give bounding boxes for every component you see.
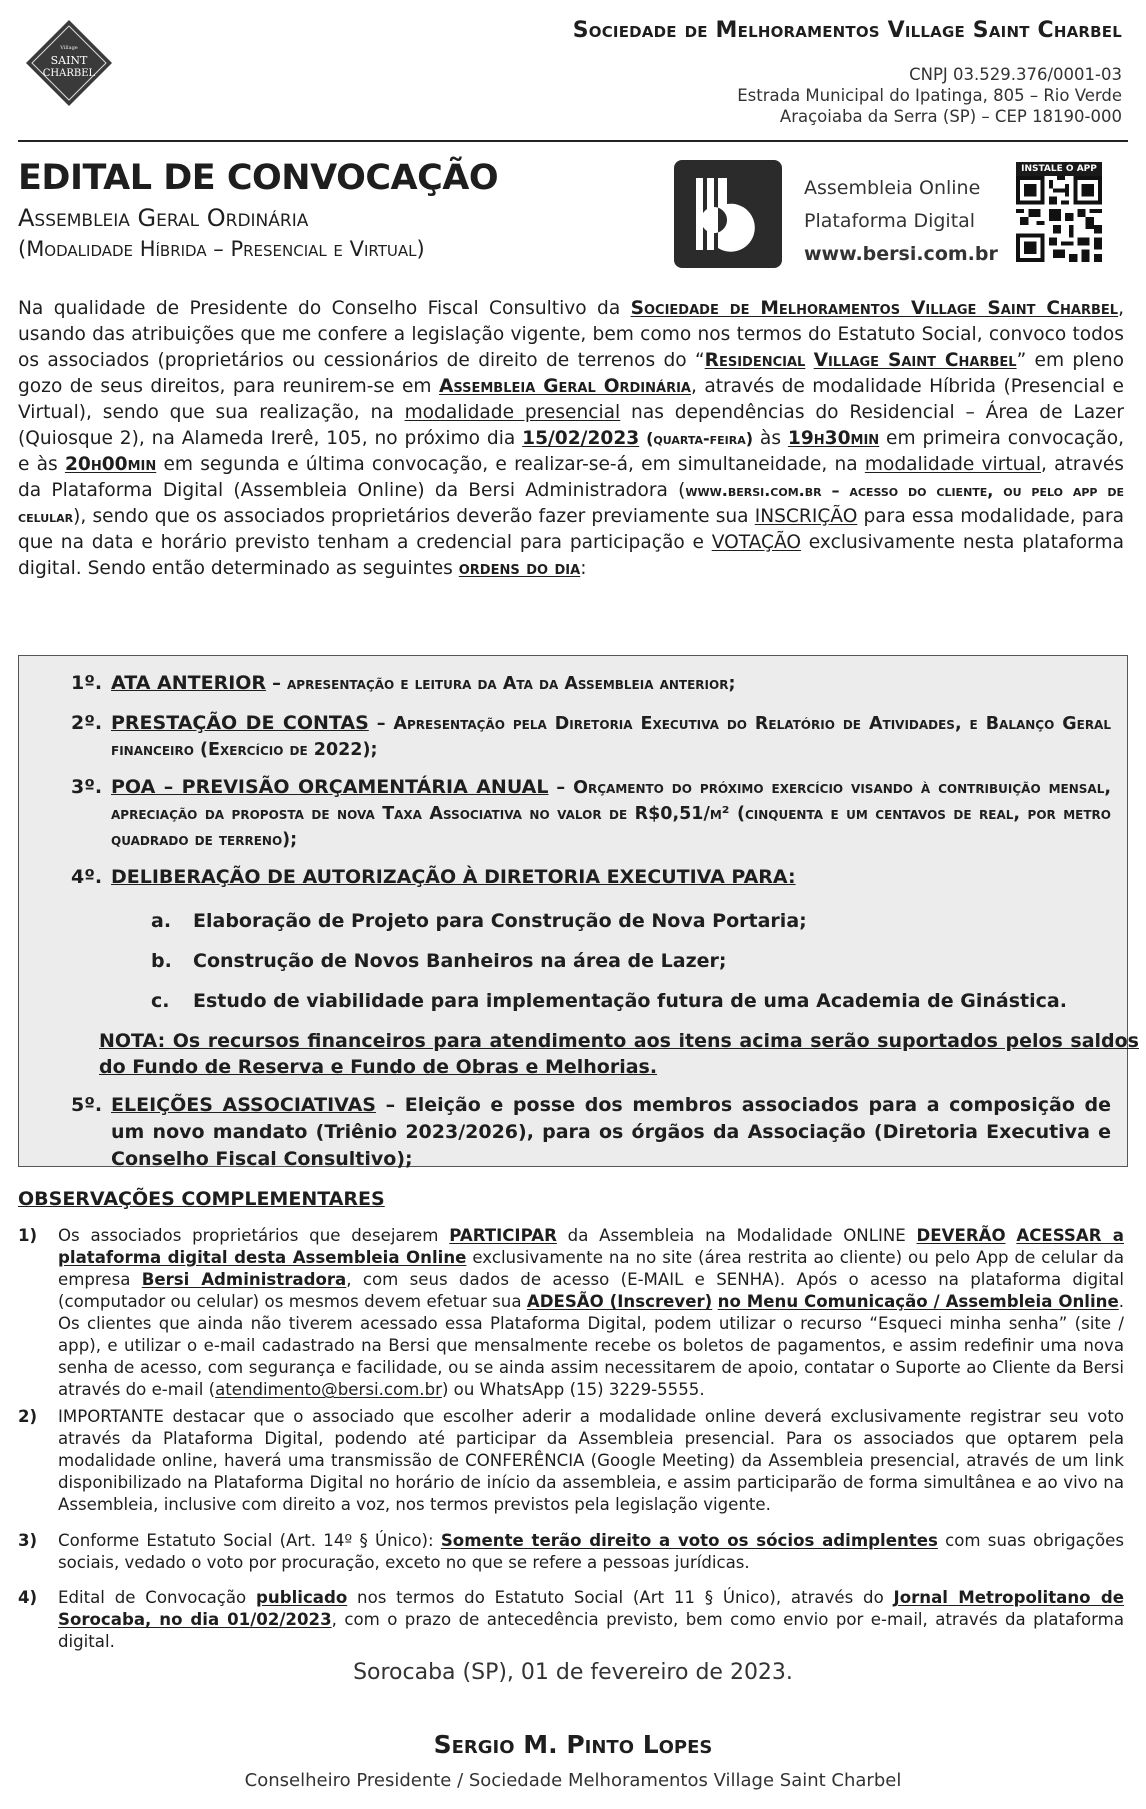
agenda-item-5: 5º. ELEIÇÕES ASSOCIATIVAS – Eleição e posse dos membros associados para a composição de um novo mandato (Triênio 2023/2026), para os órgãos da Associação (Diretoria Executiva e Conselho Fiscal Consultivo); (71, 1094, 1111, 1170)
agenda-sub-a: a. Elaboração de Projeto para Construção de Nova Portaria; (151, 910, 807, 932)
meeting-weekday: (quarta-feira) (646, 429, 754, 448)
bersi-info (804, 172, 998, 271)
bersi-b-icon (674, 160, 782, 268)
cnpj: CNPJ 03.529.376/0001-03 (909, 65, 1122, 84)
inscricao: INSCRIÇÃO (754, 506, 858, 527)
page-title: EDITAL DE CONVOCAÇÃO (18, 158, 499, 198)
agenda-item-1: 1º. ATA ANTERIOR – apresentação e leitura da Ata da Assembleia anterior; (71, 672, 736, 694)
signer-name: Sergio M. Pinto Lopes (433, 1730, 713, 1759)
bersi-url[interactable]: www.bersi.com.br (804, 243, 998, 265)
address-line-2: Araçoiaba da Serra (SP) – CEP 18190-000 (779, 107, 1122, 126)
agenda-sub-b: b. Construção de Novos Banheiros na área de Lazer; (151, 950, 727, 972)
saint-charbel-logo (24, 18, 114, 108)
residential-name-1: Residencial (704, 350, 806, 371)
observation-2: 2) IMPORTANTE destacar que o associado que escolher aderir a modalidade online deverá exclusivamente registrar seu voto através da Plataforma Digital, podendo até participar da Assembleia presencial. Para os associados que optarem pela modalidade online, haverá uma transmissão de CONFERÊNCIA (Google Meeting) da Assembleia presencial, através de um link disponibilizado na Plataforma Digital no horário de início da assembleia, e assim participarão de forma simultânea e ao vivo na Assembleia, inclusive com direito a voz, nos termos previstos pela legislação vigente. (18, 1407, 1124, 1514)
votacao: VOTAÇÃO (711, 532, 802, 553)
support-email-link[interactable]: atendimento@bersi.com.br (215, 1380, 442, 1399)
signer-role: Conselheiro Presidente / Sociedade Melhoramentos Village Saint Charbel (244, 1770, 902, 1791)
org-address (737, 64, 1122, 127)
subtitle: Assembleia Geral Ordinária (18, 204, 309, 232)
meeting-date: 15/02/2023 (522, 428, 640, 449)
convocation-paragraph: Na qualidade de Presidente do Conselho Fiscal Consultivo da Sociedade de Melhoramentos Village Saint Charbel, usando das atribuições que me confere a legislação vigente, bem como nos termos do Estatuto Social, convoco todos os associados (proprietários ou cessionários de direito de terrenos do “Residencial Village Saint Charbel” em pleno gozo de seus direitos, para reunirem-se em Assembleia Geral Ordinária, através de modalidade Híbrida (Presencial e Virtual), sendo que sua realização, na modalidade presencial nas dependências do Residencial – Área de Lazer (Quiosque 2), na Alameda Irerê, 105, no próximo dia 15/02/2023 (quarta-feira) às 19h30min em primeira convocação, e às 20h00min em segunda e última convocação, e realizar-se-á, em simultaneidade, na modalidade virtual, através da Plataforma Digital (Assembleia Online) da Bersi Administradora (www.bersi.com.br – acesso do cliente, ou pelo app de celular), sendo que os associados proprietários deverão fazer previamente sua INSCRIÇÃO para essa modalidade, para que na data e horário previsto tenham a credencial para participação e VOTAÇÃO exclusivamente nesta plataforma digital. Sendo então determinado as seguintes ordens do dia: (18, 298, 1125, 579)
observation-3: 3) Conforme Estatuto Social (Art. 14º § Único): Somente terão direito a voto os sócios adimplentes com suas obrigações sociais, vedado o voto por procuração, exceto no que se refere a pessoas jurídicas. (18, 1531, 1124, 1572)
header-divider (18, 140, 1128, 142)
observation-1: 1) Os associados proprietários que desejarem PARTICIPAR da Assembleia na Modalidade ONLINE DEVERÃO ACESSAR a plataforma digital desta Assembleia Online exclusivamente na no site (área restrita ao cliente) ou pelo App de celular da empresa Bersi Administradora, com seus dados de acesso (E-MAIL e SENHA). Após o acesso na plataforma digital (computador ou celular) os mesmos devem efetuar sua ADESÃO (Inscrever) no Menu Comunicação / Assembleia Online. Os clientes que ainda não tiverem acessado essa Plataforma Digital, podem utilizar o recurso “Esqueci minha senha” (site / app), e utilizar o e-mail cadastrado na Bersi que mensalmente recebe os boletos de pagamentos, e assim redefinir uma nova senha de acesso, com segurança e facilidade, ou se ainda assim necessitarem de apoio, contatar o Suporte ao Cliente da Bersi através do e-mail (atendimento@bersi.com.br) ou WhatsApp (15) 3229-5555. (18, 1226, 1125, 1399)
residential-name-2: Village Saint Charbel (813, 350, 1017, 371)
subtitle-modality: (Modalidade Híbrida – Presencial e Virtual) (18, 237, 425, 261)
access-info: www.bersi.com.br – acesso do cliente, ou pelo app de celular (18, 481, 1124, 526)
logo-text-top: Village (60, 45, 78, 51)
first-call-time: 19h30min (787, 428, 880, 449)
observation-4: 4) Edital de Convocação publicado nos termos do Estatuto Social (Art 11 § Único), através do Jornal Metropolitano de Sorocaba, no dia 01/02/2023, com o prazo de antecedência previsto, bem como envio por e-mail, através da plataforma digital. (18, 1588, 1124, 1651)
qr-code-icon (1016, 176, 1102, 262)
agenda-item-4: 4º. DELIBERAÇÃO DE AUTORIZAÇÃO À DIRETORIA EXECUTIVA PARA: (71, 866, 796, 888)
bersi-line-2: Plataforma Digital (804, 210, 976, 232)
bersi-logo (674, 160, 782, 268)
qr-label: INSTALE O APP (1016, 162, 1102, 176)
org-name: Sociedade de Melhoramentos Village Saint Charbel (572, 18, 1122, 43)
mode-presential: modalidade presencial (404, 402, 621, 423)
logo-text-1: SAINT (50, 54, 88, 67)
bersi-line-1: Assembleia Online (804, 177, 981, 199)
logo-text-2: CHARBEL (42, 68, 96, 79)
address-line-1: Estrada Municipal do Ipatinga, 805 – Rio Verde (737, 86, 1122, 105)
assembly-type: Assembleia Geral Ordinária (438, 376, 691, 397)
qr-code-block[interactable] (1016, 162, 1102, 262)
agenda-note: NOTA: Os recursos financeiros para atendimento aos itens acima serão suportados pelos saldos do Fundo de Reserva e Fundo de Obras e Melhorias. (99, 1030, 1139, 1078)
org-mention: Sociedade de Melhoramentos Village Saint Charbel (630, 298, 1119, 319)
agenda-box (18, 655, 1139, 1170)
mode-virtual: modalidade virtual (864, 454, 1041, 475)
agenda-item-2: 2º. PRESTAÇÃO DE CONTAS – Apresentação pela Diretoria Executiva do Relatório de Atividades, e Balanço Geral financeiro (Exercício de 2022); (71, 712, 1111, 760)
second-call-time: 20h00min (64, 454, 157, 475)
agenda-item-3: 3º. POA – PREVISÃO ORÇAMENTÁRIA ANUAL – Orçamento do próximo exercício visando à contribuição mensal, apreciação da proposta de nova Taxa Associativa no valor de R$0,51/m² (cinquenta e um centavos de real, por metro quadrado de terreno); (71, 776, 1112, 850)
place-date: Sorocaba (SP), 01 de fevereiro de 2023. (353, 1660, 793, 1685)
agenda-sub-c: c. Estudo de viabilidade para implementação futura de uma Academia de Ginástica. (151, 990, 1067, 1012)
observations-title: OBSERVAÇÕES COMPLEMENTARES (18, 1188, 385, 1210)
ordens-do-dia: ordens do dia (458, 558, 581, 579)
